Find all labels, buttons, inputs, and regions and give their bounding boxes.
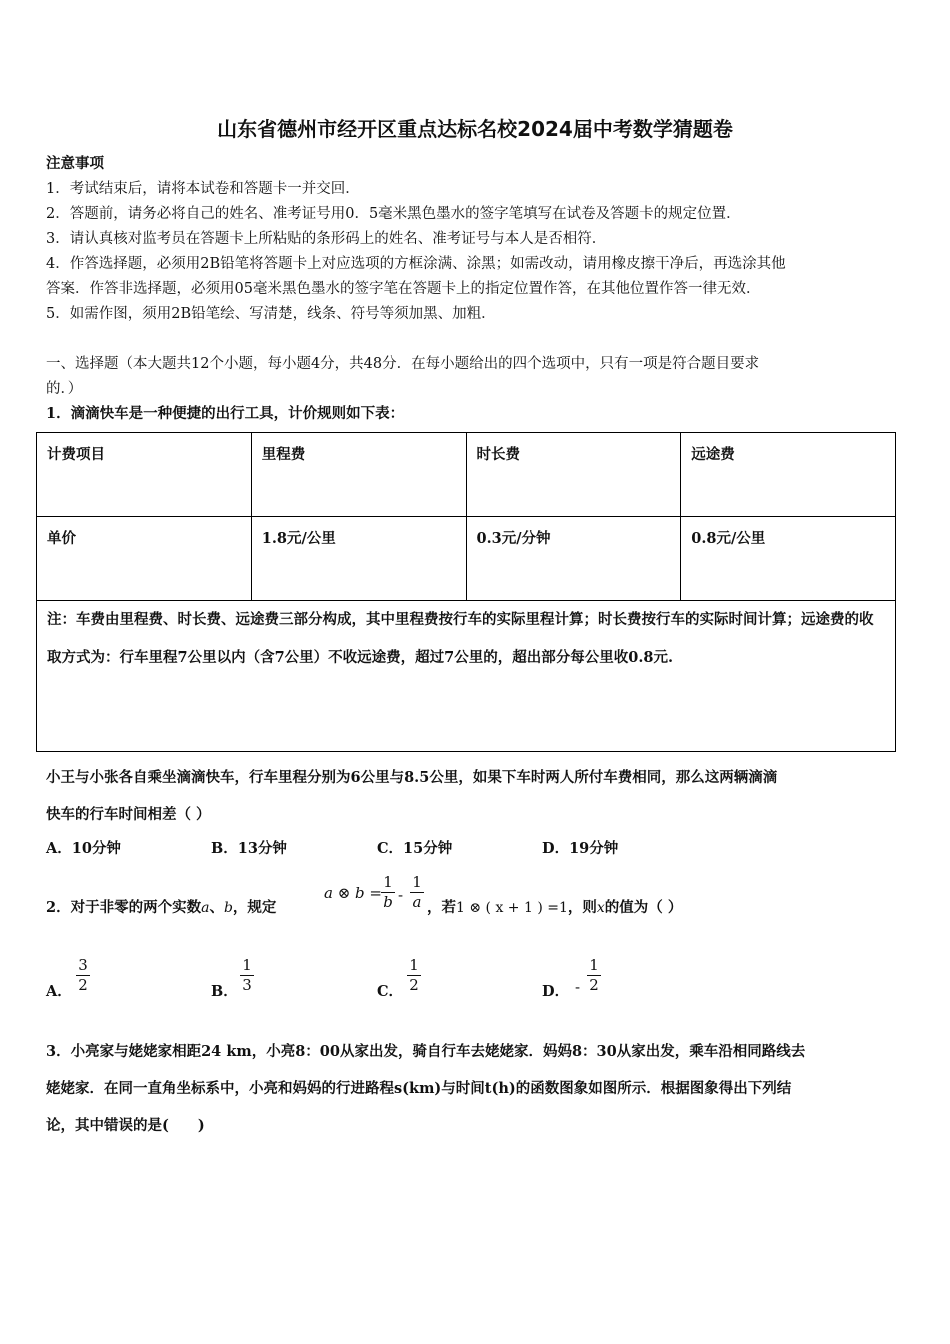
frac-numerator: 1 — [242, 956, 252, 974]
q2-option-a-label: A． — [46, 983, 72, 1000]
frac-numerator: 3 — [78, 956, 88, 974]
notice-item: 2．答题前，请务必将自己的姓名、准考证号用0．5毫米黑色墨水的签字笔填写在试卷及答题卡的规定位置． — [46, 206, 741, 222]
q1-question-cont: 快车的行车时间相差（ ） — [46, 806, 211, 823]
q1-option-c: C．15分钟 — [377, 840, 453, 857]
table-header-cell: 时长费 — [466, 433, 681, 517]
frac-numerator: 1 — [409, 956, 419, 974]
page-title: 山东省德州市经开区重点达标名校2024届中考数学猜题卷 — [217, 117, 733, 141]
section-heading-cont: 的．） — [46, 381, 83, 397]
q2-prefix: 2．对于非零的两个实数 — [46, 899, 202, 916]
def-lhs: a ⊗ b = — [324, 884, 382, 902]
frac-denominator: 3 — [242, 976, 252, 994]
frac-denominator: 2 — [409, 976, 419, 994]
q2-option-b-frac — [240, 957, 254, 994]
q1-option-b: B．13分钟 — [211, 840, 287, 857]
notice-item: 5．如需作图，须用2B铅笔绘、写清楚，线条、符号等须加黑、加粗． — [46, 306, 496, 322]
q2-sep: 、 — [209, 899, 224, 916]
var-b: b — [223, 900, 233, 916]
q1-stem: 1．滴滴快车是一种便捷的出行工具，计价规则如下表： — [46, 405, 405, 422]
q3-text-cont: 论，其中错误的是( ) — [46, 1117, 205, 1134]
q2-tail: 的值为（ ） — [604, 899, 683, 916]
def-minus: - — [398, 886, 404, 904]
q2-option-d-sign: - — [575, 978, 581, 996]
frac-denominator: b — [383, 893, 393, 911]
frac-numerator: 1 — [589, 956, 599, 974]
table-cell: 0.8元/公里 — [681, 517, 896, 601]
table-header-cell: 远途费 — [681, 433, 896, 517]
table-header-cell: 计费项目 — [37, 433, 252, 517]
table-header-cell: 里程费 — [251, 433, 466, 517]
frac-numerator: 1 — [383, 873, 393, 891]
section-heading: 一、选择题（本大题共12个小题，每小题4分，共48分．在每小题给出的四个选项中，只有一项是符合题目要求 — [46, 356, 760, 372]
table-note: 注：车费由里程费、时长费、远途费三部分构成，其中里程费按行车的实际里程计算；时长费按行车的实际时间计算；远途费的收取方式为：行车里程7公里以内（含7公里）不收远途费，超过7公里的，超出部分每公里收0.8元. — [37, 601, 896, 752]
def-frac-1a — [410, 874, 424, 911]
q2-option-c-frac — [407, 957, 421, 994]
q1-question: 小王与小张各自乘坐滴滴快车，行车里程分别为6公里与8.5公里，如果下车时两人所付车费相同，那么这两辆滴滴 — [46, 769, 778, 786]
q1-option-d: D．19分钟 — [542, 840, 619, 857]
var-a: a — [201, 900, 210, 916]
q2-option-d-label: D． — [542, 983, 570, 1000]
q3-text: 3．小亮家与姥姥家相距24 km，小亮8：00从家出发，骑自行车去姥姥家．妈妈8：30从家出发，乘车沿相同路线去 — [46, 1043, 806, 1060]
notice-item: 1．考试结束后，请将本试卷和答题卡一并交回． — [46, 181, 360, 197]
frac-denominator: a — [412, 893, 422, 911]
q1-option-a: A．10分钟 — [46, 840, 121, 857]
frac-denominator: 2 — [78, 976, 88, 994]
q3-text-cont: 姥姥家．在同一直角坐标系中，小亮和妈妈的行进路程s(km)与时间t(h)的函数图象如图所示．根据图象得出下列结 — [46, 1080, 792, 1097]
frac-numerator: 1 — [412, 873, 422, 891]
fare-table — [36, 432, 896, 752]
table-cell: 单价 — [37, 517, 252, 601]
notice-item: 答案．作答非选择题，必须用05毫米黑色墨水的签字笔在答题卡上的指定位置作答，在其他位置作答一律无效． — [46, 281, 761, 297]
table-cell: 0.3元/分钟 — [466, 517, 681, 601]
q2-condition: 1 ⊗ ( x + 1 ) =1 — [456, 900, 568, 916]
table-row — [37, 601, 896, 752]
q2-if: ，若 — [427, 899, 456, 916]
notice-item: 3．请认真核对监考员在答题卡上所粘贴的条形码上的姓名、准考证号与本人是否相符． — [46, 231, 607, 247]
var-x: x — [596, 900, 605, 916]
q2-option-b-label: B． — [211, 983, 238, 1000]
q2-option-d-frac — [587, 957, 601, 994]
q2-condition-line — [427, 896, 682, 917]
table-row — [37, 517, 896, 601]
q2-define: ，规定 — [232, 899, 277, 916]
def-frac-1b — [381, 874, 395, 911]
notice-heading: 注意事项 — [46, 155, 104, 172]
q2-stem — [46, 896, 276, 917]
frac-denominator: 2 — [589, 976, 599, 994]
table-cell: 1.8元/公里 — [251, 517, 466, 601]
q2-then: ，则 — [567, 899, 597, 916]
q2-option-a-frac — [76, 957, 90, 994]
q2-option-c-label: C． — [377, 983, 404, 1000]
notice-item: 4．作答选择题，必须用2B铅笔将答题卡上对应选项的方框涂满、涂黑；如需改动，请用橡皮擦干净后，再选涂其他 — [46, 256, 786, 272]
table-row — [37, 433, 896, 517]
